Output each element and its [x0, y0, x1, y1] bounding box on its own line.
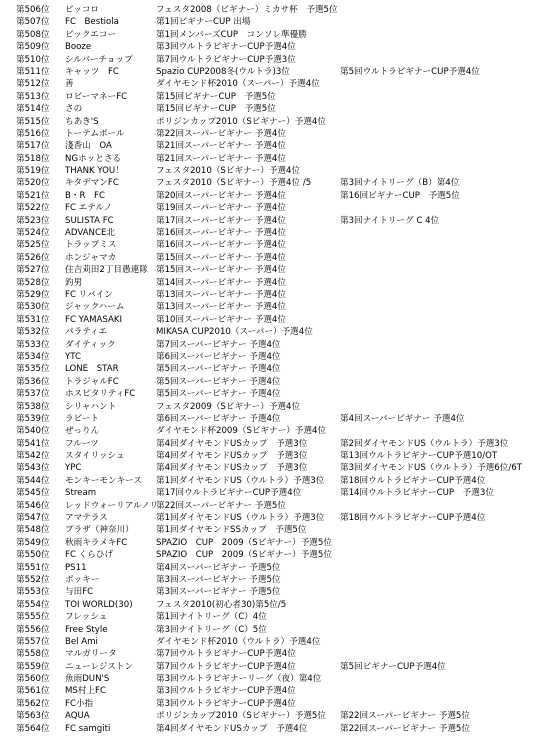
rank-cell: 第531位	[16, 314, 50, 325]
result-cell: 第20回スーパービギナー 予選4位	[156, 190, 286, 201]
team-name-cell: MS村上FC	[65, 686, 107, 697]
result-cell: 第5回ウルトラビギナーCUP予選4位	[340, 66, 480, 77]
result-cell: ダイヤモンド杯2009（Sビギナー）予選4位	[156, 426, 327, 437]
result-cell: 第1回ナイトリーグ（C）4位	[156, 612, 267, 623]
team-name-cell: ダイティック	[65, 339, 116, 350]
result-cell: 第3回ナイトリーグ（B）第4位	[340, 178, 460, 189]
result-cell: 第5回ビギナーCUP予選4位	[340, 661, 446, 672]
team-name-cell: プラザ（神奈川）	[65, 525, 134, 536]
rank-cell: 第545位	[16, 488, 50, 499]
result-cell: 第4回ダイヤモンドUSカップ 予選3位	[156, 438, 308, 449]
rank-cell: 第538位	[16, 401, 50, 412]
table-row	[16, 339, 556, 351]
table-row	[16, 128, 556, 140]
result-cell: フェスタ2010(初心者30)第5位/5	[156, 599, 287, 610]
team-name-cell: FC samgiti	[65, 723, 111, 734]
table-row	[16, 599, 556, 611]
result-cell: 第7回スーパービギナー 予選4位	[156, 339, 281, 350]
rank-cell: 第549位	[16, 537, 50, 548]
rank-cell: 第537位	[16, 389, 50, 400]
result-cell: 第5回スーパービギナー 予選4位	[156, 376, 281, 387]
result-cell: ポリジンカップ2010（Sビギナー）予選5位	[156, 711, 326, 722]
team-name-cell: ジャックハーム	[65, 302, 125, 313]
team-name-cell: ボッキー	[65, 574, 100, 585]
rank-cell: 第513位	[16, 91, 50, 102]
result-cell: 第15回スーパービギナー 予選4位	[156, 252, 286, 263]
table-row	[16, 4, 556, 16]
rank-cell: 第525位	[16, 240, 50, 251]
team-name-cell: トラジャルFC	[65, 376, 119, 387]
table-row	[16, 190, 556, 202]
result-cell: 第2回ダイヤモンドUS（ウルトラ）予選3位	[340, 438, 509, 449]
table-row	[16, 611, 556, 623]
table-row	[16, 301, 556, 313]
rank-cell: 第526位	[16, 252, 50, 263]
team-name-cell: 淺香山 OA	[65, 141, 112, 152]
result-cell: フェスタ2009（Sビギナー）予選4位	[156, 401, 301, 412]
table-row	[16, 562, 556, 574]
table-row	[16, 500, 556, 512]
result-cell: 第4回スーパービギナー 予選5位	[156, 562, 281, 573]
result-cell: 第6回スーパービギナー 予選4位	[156, 413, 281, 424]
team-name-cell: YTC	[65, 351, 81, 362]
table-row	[16, 277, 556, 289]
rank-cell: 第529位	[16, 289, 50, 300]
ranking-table	[16, 4, 556, 735]
team-name-cell: ロビーマネーFC	[65, 91, 128, 102]
result-cell: 第3回スーパービギナー 予選5位	[156, 574, 281, 585]
team-name-cell: シルバーチョップ	[65, 54, 133, 65]
rank-cell: 第536位	[16, 376, 50, 387]
result-cell: 第18回ウルトラビギナーCUP予選4位	[340, 513, 486, 524]
table-row	[16, 116, 556, 128]
result-cell: 第18回ウルトラビギナーCUP予選4位	[340, 475, 486, 486]
result-cell: 第22回スーパービギナー 予選5位	[340, 711, 470, 722]
rank-cell: 第554位	[16, 599, 50, 610]
rank-cell: 第521位	[16, 190, 50, 201]
rank-cell: 第547位	[16, 513, 50, 524]
result-cell: 第3回ウルトラビギナーCUP予選4位	[156, 686, 296, 697]
result-cell: 第13回スーパービギナー 予選4位	[156, 289, 286, 300]
rank-cell: 第546位	[16, 500, 50, 511]
result-cell: 第7回ウルトラビギナーCUP予選4位	[156, 661, 296, 672]
table-row	[16, 78, 556, 90]
result-cell: 第1回ビギナーCUP 出場	[156, 17, 251, 28]
table-row	[16, 41, 556, 53]
table-row	[16, 661, 556, 673]
result-cell: ダイヤモンド杯2010（スーパー）予選4位	[156, 79, 320, 90]
team-name-cell: ラビート	[65, 413, 100, 424]
team-name-cell: モンキーモンキース	[65, 475, 142, 486]
result-cell: 第21回スーパービギナー 予選4位	[156, 141, 286, 152]
rank-cell: 第510位	[16, 54, 50, 65]
result-cell: SPAZIO CUP 2009（Sビギナー）予選5位	[156, 537, 332, 548]
table-row	[16, 524, 556, 536]
table-row	[16, 723, 556, 735]
table-row	[16, 710, 556, 722]
team-name-cell: レッドウォーリアルノリ	[65, 500, 159, 511]
team-name-cell: Booze	[65, 42, 92, 53]
table-row	[16, 16, 556, 28]
result-cell: 第5回スーパービギナー 予選4位	[156, 389, 281, 400]
result-cell: 第22回スーパービギナー 予選5位	[156, 500, 286, 511]
rank-cell: 第509位	[16, 42, 50, 53]
result-cell: 第16回スーパービギナー 予選4位	[156, 228, 286, 239]
rank-cell: 第556位	[16, 624, 50, 635]
table-row	[16, 388, 556, 400]
team-name-cell: FC エテルノ	[65, 203, 113, 214]
rank-cell: 第555位	[16, 612, 50, 623]
rank-cell: 第533位	[16, 339, 50, 350]
rank-cell: 第534位	[16, 351, 50, 362]
rank-cell: 第515位	[16, 116, 50, 127]
team-name-cell: ニューレジストン	[65, 661, 134, 672]
table-row	[16, 215, 556, 227]
team-name-cell: YPC	[65, 463, 82, 474]
team-name-cell: SULISTA FC	[65, 215, 114, 226]
table-row	[16, 326, 556, 338]
table-row	[16, 91, 556, 103]
result-cell: 第22回スーパービギナー 予選5位	[340, 723, 470, 734]
rank-cell: 第508位	[16, 29, 50, 40]
team-name-cell: トーテムポール	[65, 128, 125, 139]
table-row	[16, 177, 556, 189]
table-row	[16, 103, 556, 115]
result-cell: 第16回ビギナーCUP 予選5位	[340, 190, 460, 201]
result-cell: MIKASA CUP2010（スーパー）予選4位	[156, 327, 313, 338]
rank-cell: 第514位	[16, 104, 50, 115]
result-cell: 第4回スーパービギナー 予選4位	[340, 413, 465, 424]
table-row	[16, 648, 556, 660]
table-row	[16, 475, 556, 487]
rank-cell: 第527位	[16, 265, 50, 276]
table-row	[16, 462, 556, 474]
table-row	[16, 401, 556, 413]
team-name-cell: フルーツ	[65, 438, 99, 449]
table-row	[16, 153, 556, 165]
table-row	[16, 512, 556, 524]
team-name-cell: さの	[65, 104, 83, 115]
result-cell: 第1回メンバーズCUP コンソレ準優勝	[156, 29, 307, 40]
rank-cell: 第507位	[16, 17, 50, 28]
table-row	[16, 636, 556, 648]
rank-cell: 第506位	[16, 5, 50, 15]
result-cell: SPAZIO CUP 2009（Sビギナー）予選5位	[156, 550, 332, 561]
team-name-cell: パラティエ	[65, 327, 108, 338]
rank-cell: 第542位	[16, 451, 50, 462]
rank-cell: 第562位	[16, 698, 50, 709]
table-row	[16, 140, 556, 152]
rank-cell: 第557位	[16, 636, 50, 647]
result-cell: 第5回スーパービギナー 予選4位	[156, 364, 281, 375]
result-cell: ダイヤモンド杯2010（ウルトラ）予選4位	[156, 636, 321, 647]
result-cell: 第3回スーパービギナー 予選5位	[156, 587, 281, 598]
result-cell: 第4回ダイヤモンドUSカップ 予選4位	[156, 723, 308, 734]
result-cell: 第3回ナイトリーグ C 4位	[340, 215, 440, 226]
rank-cell: 第559位	[16, 661, 50, 672]
team-name-cell: キャッツ FC	[65, 66, 119, 77]
rank-cell: 第517位	[16, 141, 50, 152]
rank-cell: 第544位	[16, 475, 50, 486]
rank-cell: 第553位	[16, 587, 50, 598]
team-name-cell: FC リバイン	[65, 289, 113, 300]
team-name-cell: 魚雨DUN'S	[65, 674, 110, 685]
table-row	[16, 54, 556, 66]
rank-cell: 第524位	[16, 228, 50, 239]
rank-cell: 第528位	[16, 277, 50, 288]
rank-cell: 第511位	[16, 66, 50, 77]
result-cell: 第19回スーパービギナー 予選4位	[156, 203, 286, 214]
table-row	[16, 450, 556, 462]
result-cell: 第22回スーパービギナー 予選4位	[156, 128, 286, 139]
rank-cell: 第535位	[16, 364, 50, 375]
rank-cell: 第541位	[16, 438, 50, 449]
rank-cell: 第516位	[16, 128, 50, 139]
team-name-cell: FC小指	[65, 698, 94, 709]
rank-cell: 第561位	[16, 686, 50, 697]
team-name-cell: ADVANCE北	[65, 228, 116, 239]
rank-cell: 第512位	[16, 79, 50, 90]
table-row	[16, 425, 556, 437]
team-name-cell: Bel Ami	[65, 636, 98, 647]
team-name-cell: 住吉苅田2丁目愚連隊	[65, 265, 148, 276]
table-row	[16, 289, 556, 301]
table-row	[16, 586, 556, 598]
result-cell: 第14回スーパービギナー 予選4位	[156, 277, 286, 288]
rank-cell: 第522位	[16, 203, 50, 214]
team-name-cell: FC YAMASAKI	[65, 314, 123, 325]
result-cell: ポリジンカップ2010（Sビギナー）予選4位	[156, 116, 326, 127]
team-name-cell: B・R FC	[65, 190, 105, 201]
team-name-cell: Free Style	[65, 624, 108, 635]
rank-cell: 第532位	[16, 327, 50, 338]
rank-cell: 第540位	[16, 426, 50, 437]
result-cell: フェスタ2010（Sビギナー）予選4位	[156, 166, 301, 177]
result-cell: 第3回ダイヤモンドUS（ウルトラ）予選6位/6T	[340, 463, 522, 474]
team-name-cell: 秋雨キラメキFC	[65, 537, 128, 548]
result-cell: 第3回ウルトラビギナーリーグ（夜）第4位	[156, 674, 322, 685]
team-name-cell: ピッコロ	[65, 5, 100, 15]
team-name-cell: スタイリッシュ	[65, 451, 125, 462]
table-row	[16, 314, 556, 326]
result-cell: 第1回ダイヤモンドSSカップ 予選5位	[156, 525, 307, 536]
rank-cell: 第530位	[16, 302, 50, 313]
rank-cell: 第563位	[16, 711, 50, 722]
table-row	[16, 624, 556, 636]
table-row	[16, 549, 556, 561]
rank-cell: 第552位	[16, 574, 50, 585]
table-row	[16, 252, 556, 264]
rank-cell: 第560位	[16, 674, 50, 685]
rank-cell: 第523位	[16, 215, 50, 226]
team-name-cell: アマテラス	[65, 513, 108, 524]
table-row	[16, 487, 556, 499]
rank-cell: 第551位	[16, 562, 50, 573]
team-name-cell: AQUA	[65, 711, 90, 722]
team-name-cell: トラップミス	[65, 240, 117, 251]
team-name-cell: マルガリータ	[65, 649, 117, 660]
table-row	[16, 264, 556, 276]
rank-cell: 第543位	[16, 463, 50, 474]
team-name-cell: 釣男	[65, 277, 83, 288]
table-row	[16, 29, 556, 41]
result-cell: 第6回スーパービギナー 予選4位	[156, 351, 281, 362]
team-name-cell: ちあき'S	[65, 116, 99, 127]
result-cell: Spazio CUP2008冬(ウルトラ)3位	[156, 66, 290, 77]
team-name-cell: シリャハント	[65, 401, 117, 412]
team-name-cell: PS11	[65, 562, 87, 573]
result-cell: 第1回ダイヤモンドUS（ウルトラ）予選3位	[156, 475, 325, 486]
result-cell: 第4回ダイヤモンドUSカップ 予選3位	[156, 451, 308, 462]
table-row	[16, 537, 556, 549]
rank-cell: 第539位	[16, 413, 50, 424]
result-cell: フェスタ2010（Sビギナー）予選4位 /5	[156, 178, 312, 189]
result-cell: 第15回ビギナーCUP 予選5位	[156, 91, 276, 102]
result-cell: 第17回スーパービギナー 予選4位	[156, 215, 286, 226]
table-row	[16, 165, 556, 177]
result-cell: フェスタ2008（ビギナー）ミカサ杯 予選5位	[156, 5, 338, 15]
team-name-cell: THANK YOU！	[65, 166, 124, 177]
table-row	[16, 66, 556, 78]
rank-cell: 第548位	[16, 525, 50, 536]
result-cell: 第15回スーパービギナー 予選4位	[156, 265, 286, 276]
team-name-cell: FC Bestiola	[65, 17, 119, 28]
result-cell: 第13回スーパービギナー 予選4位	[156, 302, 286, 313]
result-cell: 第10回スーパービギナー 予選4位	[156, 314, 286, 325]
team-name-cell: ぜっりん	[65, 426, 100, 437]
team-name-cell: 与田FC	[65, 587, 94, 598]
table-row	[16, 698, 556, 710]
result-cell: 第7回ウルトラビギナーCUP予選3位	[156, 54, 296, 65]
table-row	[16, 227, 556, 239]
table-row	[16, 574, 556, 586]
result-cell: 第3回ウルトラビギナーCUP予選4位	[156, 698, 296, 709]
team-name-cell: NGホッとさる	[65, 153, 122, 164]
team-name-cell: フレッシュ	[65, 612, 108, 623]
rank-cell: 第564位	[16, 723, 50, 734]
result-cell: 第17回ウルトラビギナーCUP予選4位	[156, 488, 302, 499]
team-name-cell: TOI WORLD(30)	[65, 599, 133, 610]
team-name-cell: ホンジャマカ	[65, 252, 117, 263]
result-cell: 第13回ウルトラビギナーCUP予選10/OT	[340, 451, 498, 462]
table-row	[16, 351, 556, 363]
rank-cell: 第558位	[16, 649, 50, 660]
table-row	[16, 438, 556, 450]
rank-cell: 第550位	[16, 550, 50, 561]
result-cell: 第21回スーパービギナー 予選4位	[156, 153, 286, 164]
table-row	[16, 413, 556, 425]
table-row	[16, 673, 556, 685]
result-cell: 第3回ウルトラビギナーCUP予選4位	[156, 42, 296, 53]
rank-cell: 第518位	[16, 153, 50, 164]
team-name-cell: FC くらひげ	[65, 550, 114, 561]
result-cell: 第7回ウルトラビギナーCUP予選4位	[156, 649, 296, 660]
rank-cell: 第520位	[16, 178, 50, 189]
rank-cell: 第519位	[16, 166, 50, 177]
team-name-cell: 善	[65, 79, 74, 90]
team-name-cell: Stream	[65, 488, 97, 499]
team-name-cell: ホスピタリティFC	[65, 389, 136, 400]
table-row	[16, 202, 556, 214]
result-cell: 第15回ビギナーCUP 予選5位	[156, 104, 276, 115]
table-row	[16, 239, 556, 251]
table-row	[16, 363, 556, 375]
team-name-cell: キタデマンFC	[65, 178, 119, 189]
result-cell: 第4回ダイヤモンドUSカップ 予選3位	[156, 463, 308, 474]
team-name-cell: LONE STAR	[65, 364, 119, 375]
result-cell: 第14回ウルトラビギナーCUP 予選3位	[340, 488, 494, 499]
team-name-cell: ビックエコー	[65, 29, 117, 40]
table-row	[16, 685, 556, 697]
result-cell: 第3回ナイトリーグ（C）5位	[156, 624, 267, 635]
result-cell: 第1回ダイヤモンドUS（ウルトラ）予選3位	[156, 513, 325, 524]
result-cell: 第16回スーパービギナー 予選4位	[156, 240, 286, 251]
table-row	[16, 376, 556, 388]
